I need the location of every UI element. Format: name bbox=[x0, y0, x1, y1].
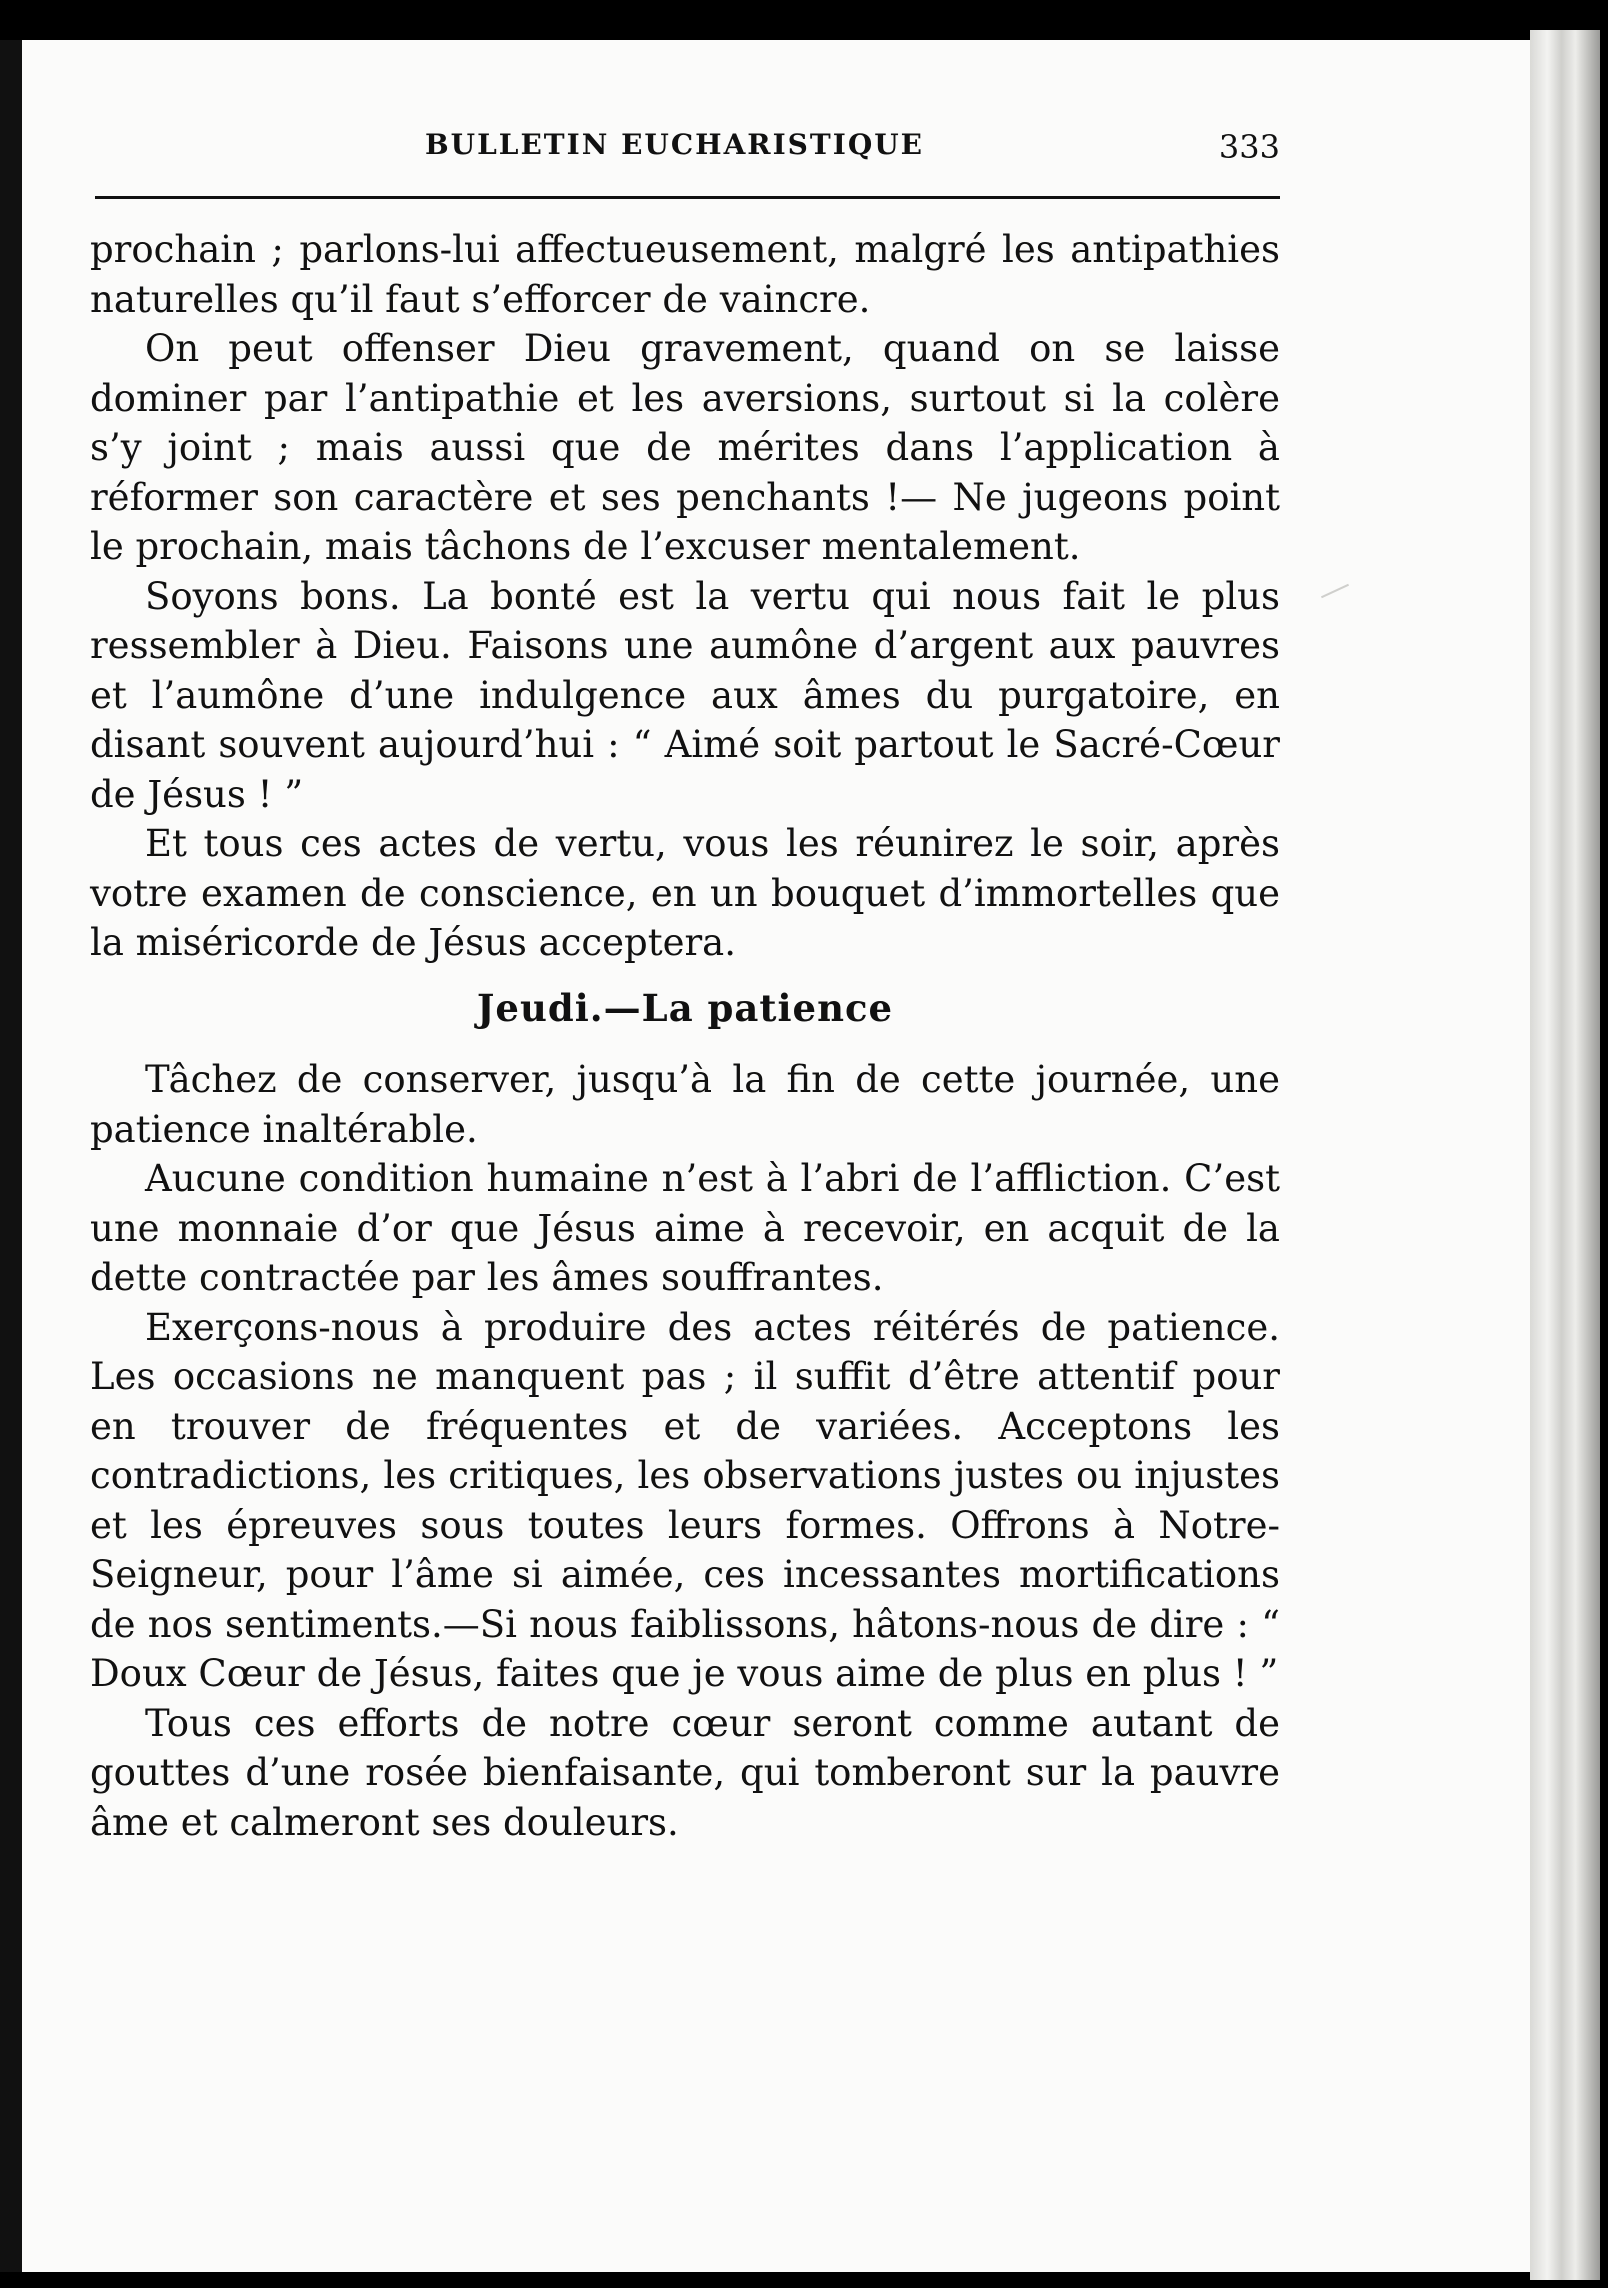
paragraph-3: Soyons bons. La bonté est la vertu qui nous fait le plus ressembler à Dieu. Faisons une aumône d’argent aux pauvres et l’aumône d’une indulgence aux âmes du purgatoire, en disant souvent aujourd’hui : “ Aimé soit partout le Sacré-Cœur de Jésus ! ” bbox=[90, 574, 1280, 816]
section-paragraph-1: Tâchez de conserver, jusqu’à la fin de cette journée, une patience inaltérable. bbox=[90, 1058, 1280, 1151]
paragraph-1: prochain ; parlons-lui affectueusement, malgré les antipathies naturelles qu’il faut s’efforcer de vaincre. bbox=[90, 228, 1280, 321]
section-paragraph-3: Exerçons-nous à produire des actes réitérés de patience. Les occasions ne manquent pas ; il suffit d’être attentif pour en trouver de fréquentes et de variées. Acceptons les contradictions, les critiques, les observations justes ou injustes et les épreuves sous toutes leurs formes. Offrons à Notre-Seigneur, pour l’âme si aimée, ces incessantes mortifications de nos sentiments.—Si nous faiblissons, hâtons-nous de dire : “ Doux Cœur de Jésus, faites que je vous aime de plus en plus ! ” bbox=[90, 1305, 1280, 1695]
binding-shadow bbox=[0, 40, 22, 2272]
page-number: 333 bbox=[1218, 128, 1280, 166]
page-edge bbox=[1530, 30, 1600, 2280]
page-body bbox=[90, 225, 1280, 1847]
section-paragraph-2: Aucune condition humaine n’est à l’abri de l’affliction. C’est une monnaie d’or que Jésus aime à recevoir, en acquit de la dette contractée par les âmes souffrantes. bbox=[90, 1157, 1280, 1299]
running-title: BULLETIN EUCHARISTIQUE bbox=[425, 128, 924, 161]
paragraph-4: Et tous ces actes de vertu, vous les réunirez le soir, après votre examen de conscience, en un bouquet d’immortelles que la miséricorde de Jésus acceptera. bbox=[90, 822, 1280, 964]
paragraph-2: On peut offenser Dieu gravement, quand on se laisse dominer par l’antipathie et les aversions, surtout si la colère s’y joint ; mais aussi que de mérites dans l’application à réformer son caractère et ses penchants !— Ne jugeons point le prochain, mais tâchons de l’excuser mentalement. bbox=[90, 327, 1280, 568]
header-rule bbox=[95, 196, 1280, 199]
section-paragraph-4: Tous ces efforts de notre cœur seront comme autant de gouttes d’une rosée bienfaisante, qui tomberont sur la pauvre âme et calmeront ses douleurs. bbox=[90, 1701, 1280, 1844]
page-header bbox=[95, 120, 1280, 180]
section-heading: Jeudi.—La patience bbox=[476, 985, 894, 1030]
